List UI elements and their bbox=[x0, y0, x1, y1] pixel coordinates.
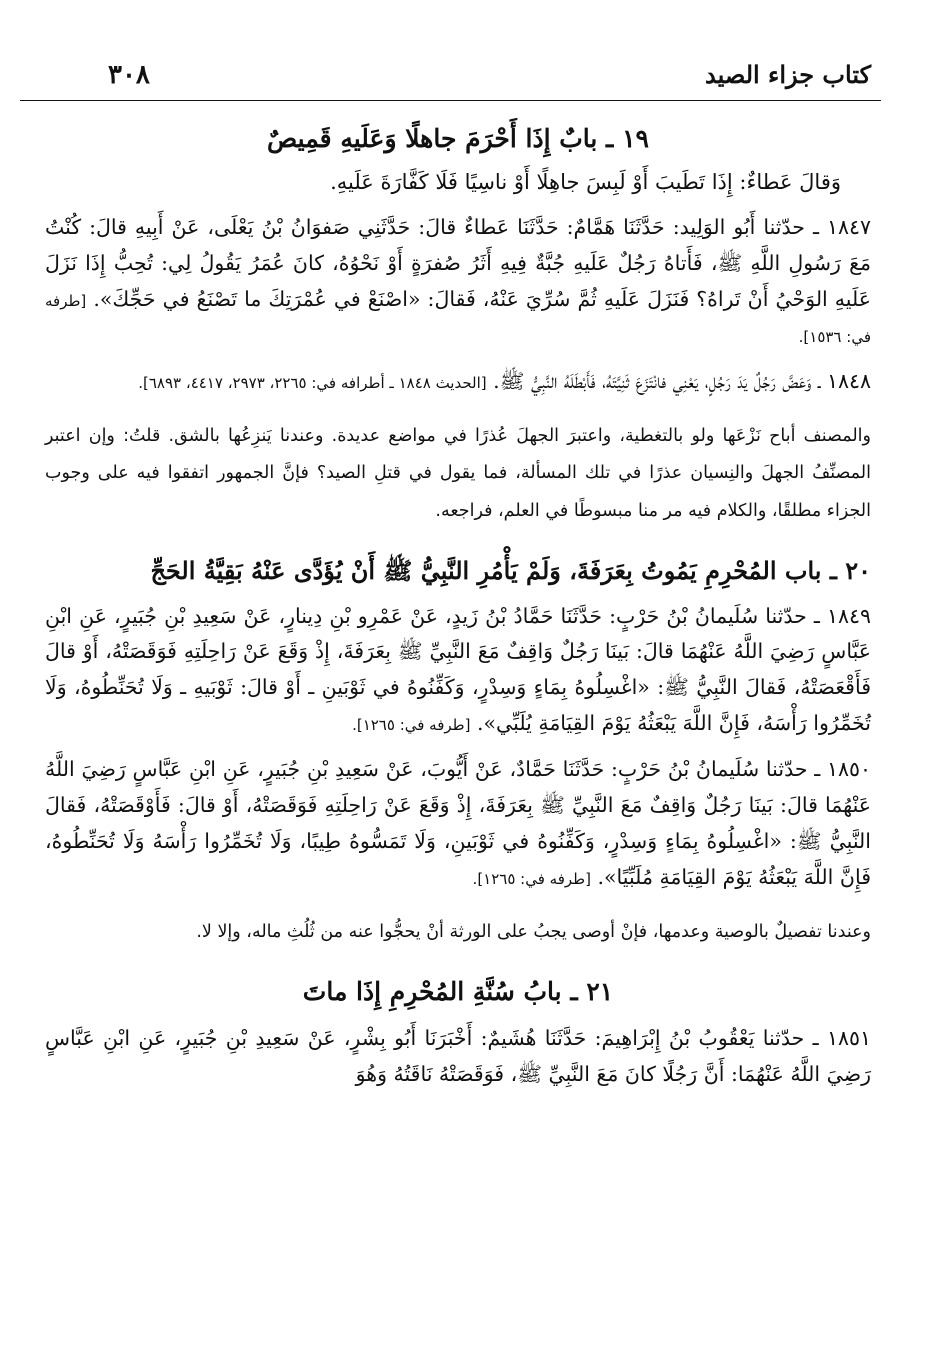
hadith-1850 bbox=[45, 752, 871, 896]
section-21-title: ٢١ ـ بابُ سُنَّةِ المُحْرِمِ إِذَا ماتَ bbox=[302, 977, 614, 1007]
page-body bbox=[45, 112, 871, 1102]
hadith-1848-text: ١٨٤٨ ـ وَعَضَّ رَجُلٌ يَدَ رَجُلٍ، يَعْنِي فانْتَزَعَ ثَنِيَّتَهُ، فَأَبْطَلَهُ النَّبِيُّ ﷺ. bbox=[493, 368, 871, 393]
hadith-1848-ref: [الحديث ١٨٤٨ ـ أطرافه في: ٢٢٦٥، ٢٩٧٣، ٤٤١٧، ٦٨٩٣]. bbox=[138, 373, 487, 392]
commentary-20: وعندنا تفصيلٌ بالوصية وعدمها، فإنْ أوصى يجبُ على الورثة أنْ يحجُّوا عنه من ثُلُثِ ماله، وإلا لا. bbox=[196, 921, 871, 942]
hadith-1847 bbox=[45, 210, 871, 354]
hadith-1849-text: ١٨٤٩ ـ حدّثنا سُلَيمانُ بْنُ حَرْبٍ: حَدَّثَنَا حَمَّادُ بْنُ زَيدٍ، عَنْ عَمْرِو بْنِ دِينارٍ، عَنْ سَعِيدِ بْنِ جُبَيرٍ، عَنِ ابْنِ عَبَّاسٍ رَضِيَ اللَّهُ عَنْهُمَا قالَ: بَينَا رَجُلٌ وَاقِفٌ مَعَ النَّبِيِّ ﷺ بِعَرَفَةَ، إِذْ وَقَعَ عَنْ رَاحِلَتِهِ فَوَقَصَتْهُ، أَوْ قالَ فَأَقْعَصَتْهُ، فَقالَ النَّبِيُّ ﷺ: «اغْسِلُوهُ بِمَاءٍ وَسِدْرٍ، وَكَفِّنُوهُ في ثَوْبَينِ ـ أَوْ قالَ: ثَوْبَيهِ ـ وَلَا تُحَنِّطُوهُ، وَلَا تُخَمِّرُوا رَأْسَهُ، فَإِنَّ اللَّهَ يَبْعَثُهُ يَوْمَ القِيَامَةِ يُلَبِّي». bbox=[45, 603, 871, 736]
section-19-intro: وَقالَ عَطاءٌ: إِذَا تَطَيبَ أَوْ لَبِسَ جاهِلًا أَوْ ناسِيًا فَلَا كَفَّارَةَ عَلَيهِ. bbox=[330, 169, 841, 194]
hadith-1848 bbox=[45, 364, 871, 400]
header-rule bbox=[20, 100, 881, 101]
running-title: كتاب جزاء الصيد bbox=[705, 60, 871, 89]
page-number: ٣٠٨ bbox=[108, 60, 150, 90]
section-19-title: ١٩ ـ بابٌ إِذَا أَحْرَمَ جاهلًا وَعَلَيهِ قَمِيصٌ bbox=[267, 124, 649, 153]
hadith-1849-ref: [طرفه في: ١٢٦٥]. bbox=[352, 716, 471, 735]
hadith-1851 bbox=[45, 1021, 871, 1093]
commentary-19: والمصنف أباح نَزْعَها ولو بالتغطية، واعتبرَ الجهلَ عُذرًا في مواضع عديدة. وعندنا يَنزِعُها بالشق. قلتُ: وإن اعتبر المصنِّفُ الجهلَ والنِسيان عذرًا في تلك المسألة، فما يقول في قتلِ الصيد؟ فإنَّ الجمهور اتفقوا فيه على وجوب الجزاء مطلقًا، والكلام فيه مر منا مبسوطًا في العلم، فراجعه. bbox=[45, 425, 871, 521]
section-20-title: ٢٠ ـ باب المُحْرِمِ يَمُوتُ بِعَرَفَةَ، وَلَمْ يَأْمُرِ النَّبِيُّ ﷺ أَنْ يُؤَدَّى عَنْهُ بَقِيَّةُ الحَجِّ bbox=[150, 555, 871, 585]
hadith-1850-text: ١٨٥٠ ـ حدّثنا سُلَيمانُ بْنُ حَرْبٍ: حَدَّثَنَا حَمَّادٌ، عَنْ أَيُّوبَ، عَنْ سَعِيدِ بْنِ جُبَيرٍ، عَنِ ابْنِ عَبَّاسٍ رَضِيَ اللَّهُ عَنْهُمَا قالَ: بَينَا رَجُلٌ وَاقِفٌ مَعَ النَّبِيِّ ﷺ بِعَرَفَةَ، إِذْ وَقَعَ عَنْ رَاحِلَتِهِ فَوَقَصَتْهُ، أَوْ قالَ: فَأَوْقَصَتْهُ، فَقالَ النَّبِيُّ ﷺ: «اغْسِلُوهُ بِمَاءٍ وَسِدْرٍ، وَكَفِّنُوهُ في ثَوْبَينِ، وَلَا تَمَسُّوهُ طِيبًا، وَلَا تُخَمِّرُوا رَأْسَهُ وَلَا تُحَنِّطُوهُ، فَإِنَّ اللَّهَ يَبْعَثُهُ يَوْمَ القِيَامَةِ مُلَبِّيًا». bbox=[45, 757, 871, 889]
hadith-1850-ref: [طرفه في: ١٢٦٥]. bbox=[472, 869, 591, 888]
hadith-1847-ref: [طرفه في: ١٥٣٦]. bbox=[45, 292, 871, 346]
hadith-1849 bbox=[45, 599, 871, 743]
hadith-1851-text: ١٨٥١ ـ حدّثنا يَعْقُوبُ بْنُ إِبْرَاهِيمَ: حَدَّثَنَا هُشَيمٌ: أَخْبَرَنَا أَبُو بِشْرٍ، عَنْ سَعِيدِ بْنِ جُبَيرٍ، عَنِ ابْنِ عَبَّاسٍ رَضِيَ اللَّهُ عَنْهُمَا: أَنَّ رَجُلًا كانَ مَعَ النَّبِيِّ ﷺ، فَوَقَصَتْهُ نَاقَتُهُ وَهُوَ bbox=[45, 1025, 871, 1086]
hadith-1847-text: ١٨٤٧ ـ حدّثنا أَبُو الوَلِيد: حَدَّثَنَا هَمَّامٌ: حَدَّثَنَا عَطاءٌ قالَ: حَدَّثَنِي صَفوَانُ بْنُ يَعْلَى، عَنْ أَبِيهِ قالَ: كُنْتُ مَعَ رَسُولِ اللَّهِ ﷺ، فَأَتاهُ رَجُلٌ عَلَيهِ جُبَّةٌ فِيهِ أَثَرُ صُفرَةٍ أَوْ نَحْوُهُ، كانَ عُمَرُ يَقُولُ لِي: تُحِبُّ إِذَا نَزَلَ عَلَيهِ الوَحْيُ أَنْ تَراهُ؟ فَنَزَلَ عَلَيهِ ثُمَّ سُرِّيَ عَنْهُ، فَقالَ: «اصْنَعْ في عُمْرَتِكَ ما تَصْنَعُ في حَجِّكَ». bbox=[45, 215, 871, 311]
